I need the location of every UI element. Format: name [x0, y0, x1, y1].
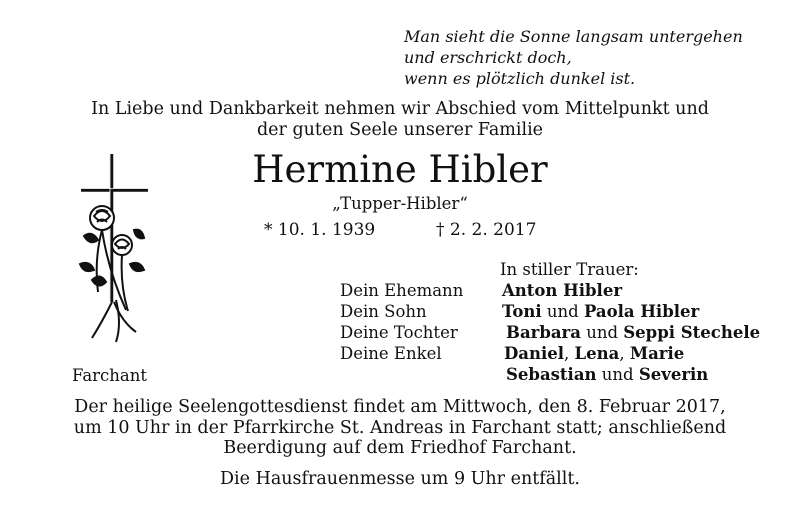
mourner-name: Lena	[574, 344, 620, 363]
intro-line-1: In Liebe und Dankbarkeit nehmen wir Abschied vom Mittelpunkt und	[91, 99, 709, 119]
mourner-name: Seppi Stechele	[623, 323, 761, 342]
mourner-names	[502, 280, 622, 301]
place-name: Farchant	[72, 366, 148, 385]
mass-note: Die Hausfrauenmesse um 9 Uhr entfällt.	[220, 469, 580, 489]
mourner-names	[506, 322, 760, 343]
mourner-name: Severin	[638, 365, 709, 384]
mourner-connector: ,	[619, 344, 630, 363]
service-line-1: Der heilige Seelengottesdienst findet am Mittwoch, den 8. Februar 2017,	[74, 397, 726, 417]
mourner-name: Sebastian	[506, 365, 597, 384]
mourner-names	[504, 343, 684, 364]
deceased-name: Hermine Hibler	[252, 148, 548, 191]
mourner-name: Toni	[502, 302, 542, 321]
mourner-name: Barbara	[506, 323, 581, 342]
death-date: † 2. 2. 2017	[436, 220, 537, 240]
service-info	[30, 397, 770, 459]
mourner-names	[502, 301, 699, 322]
quote-line-3: wenn es plötzlich dunkel ist.	[404, 69, 636, 88]
quote-block	[404, 26, 794, 89]
mourner-connector: und	[596, 365, 639, 384]
cross-with-roses-icon	[72, 152, 152, 347]
mourner-name: Marie	[629, 344, 685, 363]
mourner-relation: Dein Ehemann	[340, 281, 464, 300]
mourner-name: Anton Hibler	[502, 281, 623, 300]
mourner-names	[506, 364, 708, 385]
service-line-2: um 10 Uhr in der Pfarrkirche St. Andreas in Farchant statt; anschließend	[73, 417, 727, 438]
intro-text	[40, 99, 760, 141]
intro-line-2: der guten Seele unserer Familie	[256, 120, 544, 140]
mourner-relation: Dein Sohn	[340, 302, 427, 321]
mourner-name: Daniel	[504, 344, 565, 363]
birth-date: * 10. 1. 1939	[264, 220, 376, 240]
quote-line-2: und erschrickt doch,	[404, 48, 572, 67]
mourner-connector: ,	[564, 344, 575, 363]
mourners-heading: In stiller Trauer:	[500, 260, 639, 279]
deceased-nickname: „Tupper-Hibler“	[332, 194, 468, 213]
service-line-3: Beerdigung auf dem Friedhof Farchant.	[223, 438, 577, 458]
quote-line-1: Man sieht die Sonne langsam untergehen	[404, 27, 743, 46]
mourner-relation: Deine Tochter	[340, 323, 458, 342]
mourner-connector: und	[541, 302, 584, 321]
mourner-relation: Deine Enkel	[340, 344, 442, 363]
mourner-connector: und	[580, 323, 624, 342]
mourner-name: Paola Hibler	[583, 302, 700, 321]
